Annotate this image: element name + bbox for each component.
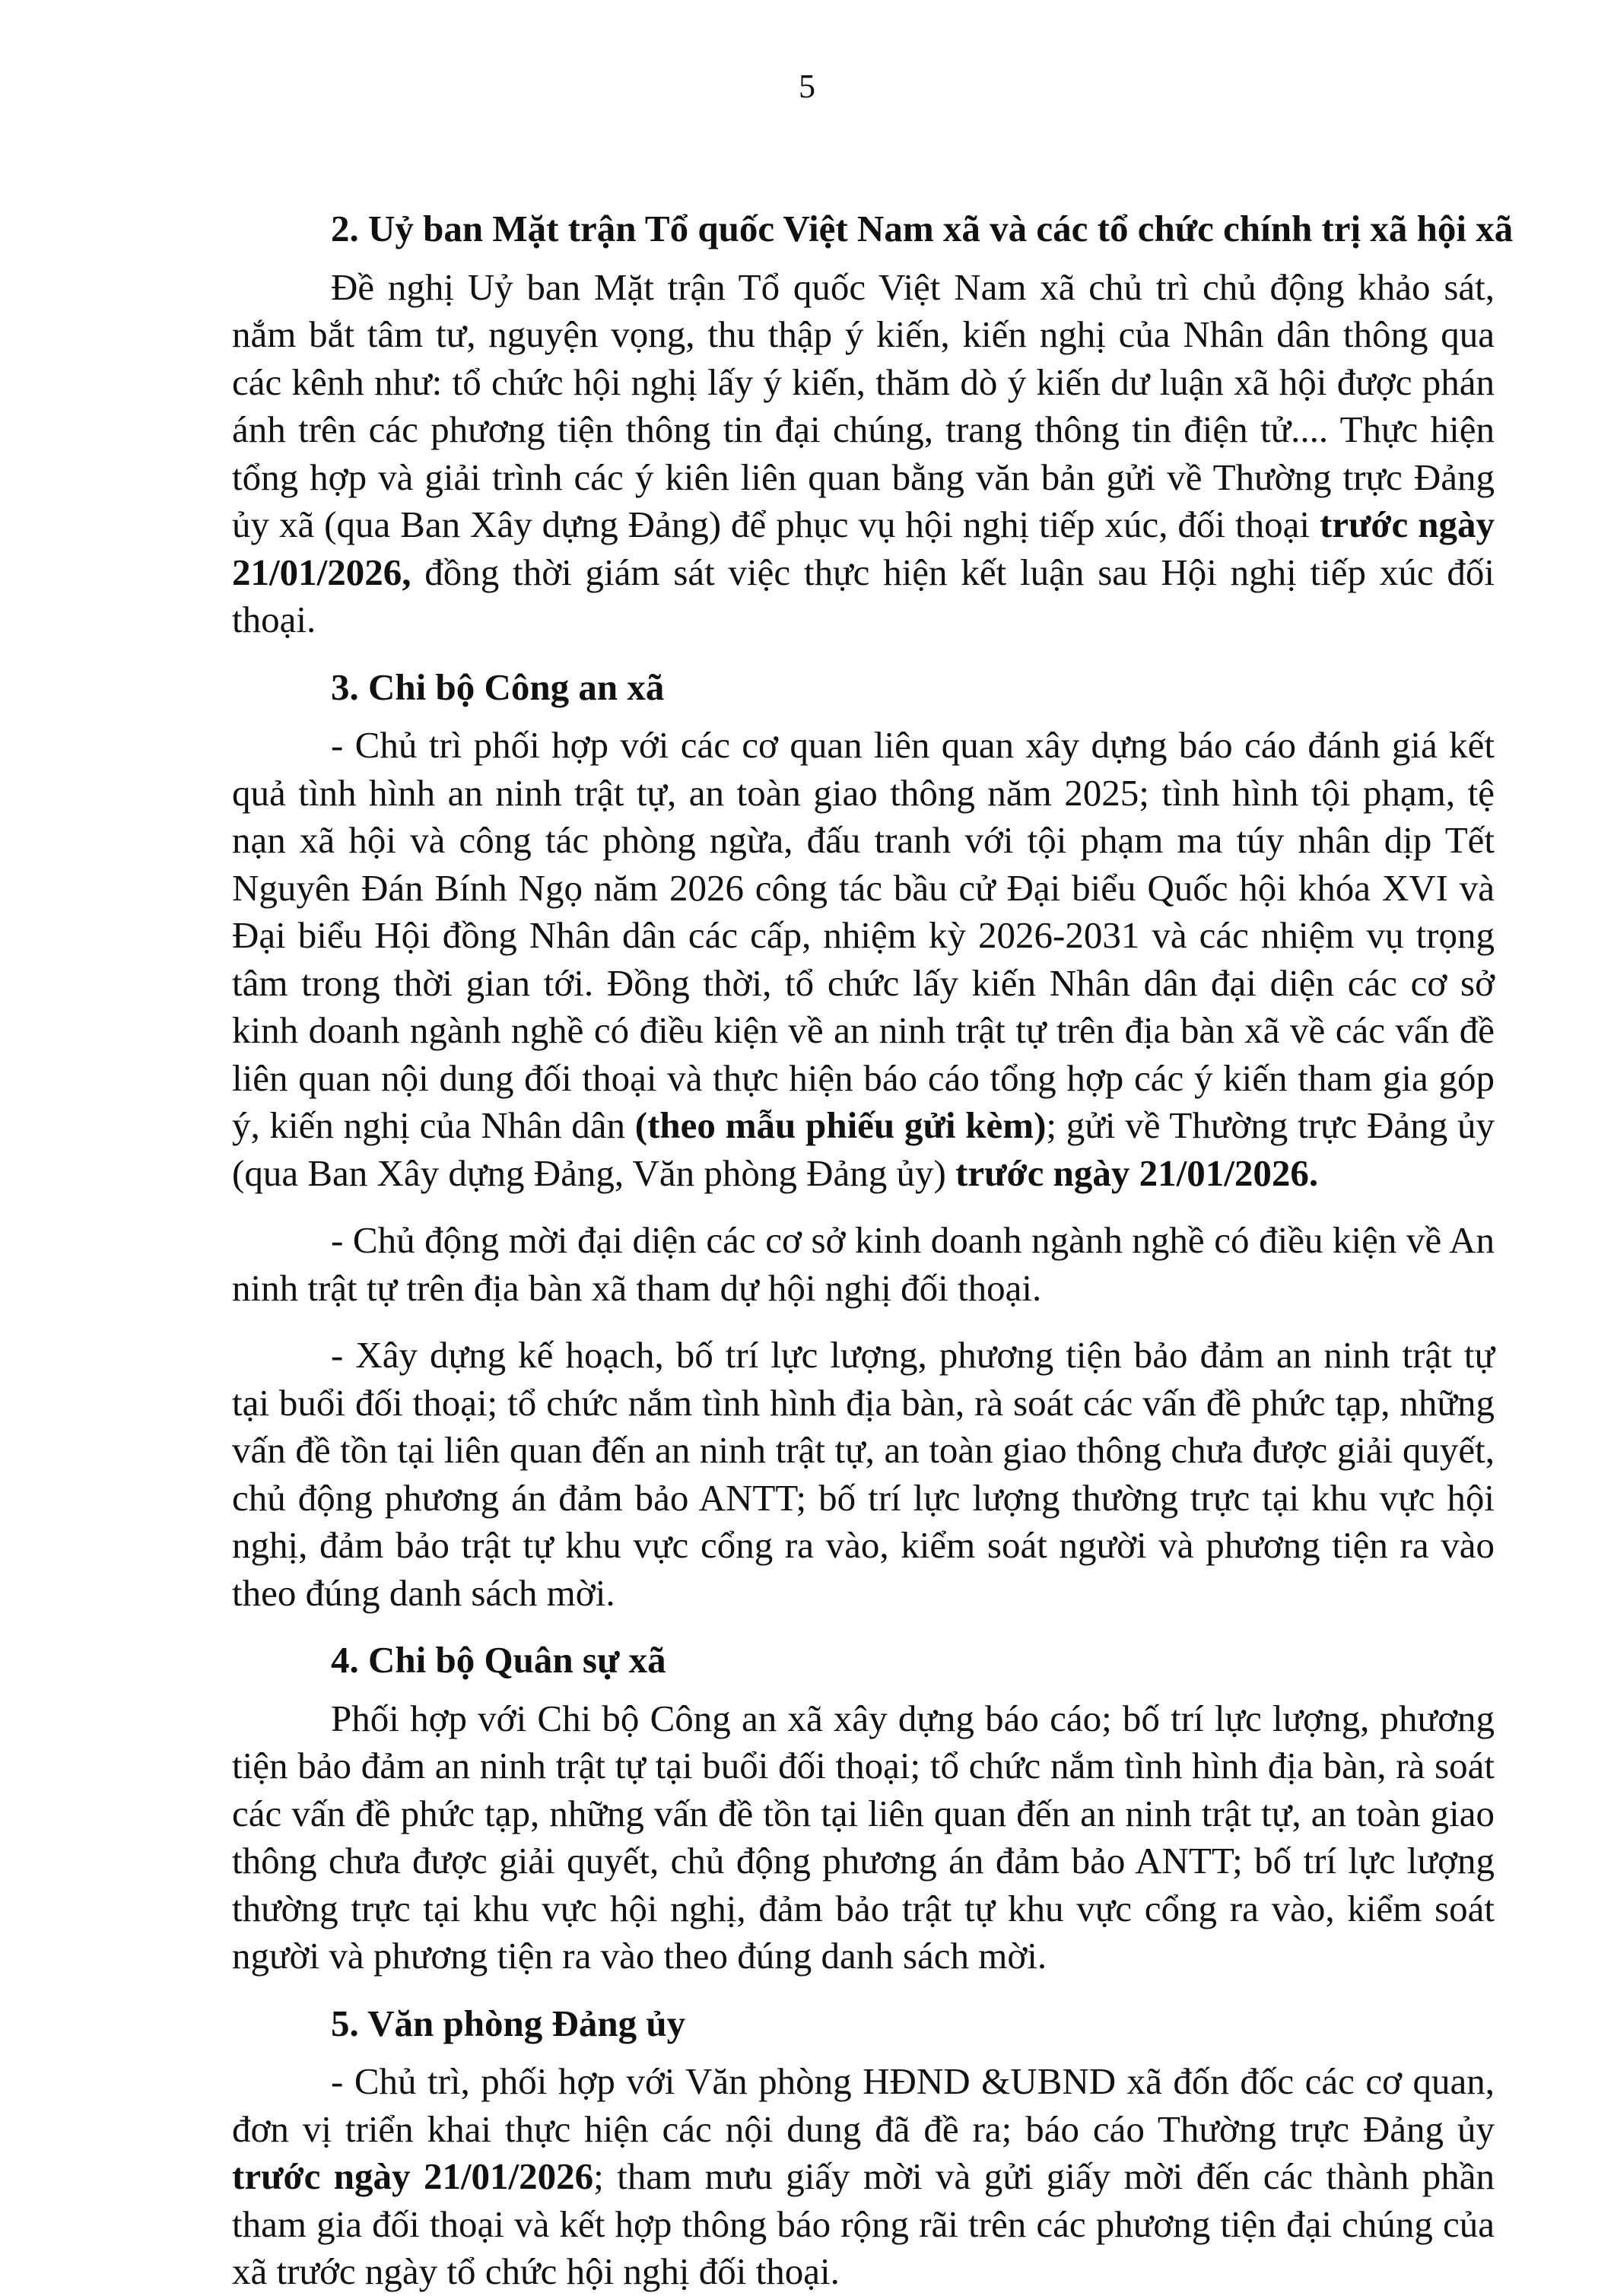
page-number: 5	[799, 68, 815, 105]
section-5-paragraph	[232, 2058, 1495, 2296]
s5-deadline: trước ngày 21/01/2026	[232, 2155, 594, 2197]
s2-p1-text-c: đồng thời giám sát việc thực hiện kết luận sau Hội nghị tiếp xúc đối thoại.	[232, 551, 1495, 640]
s3-p1-text-a: - Chủ trì phối hợp với các cơ quan liên quan xây dựng báo cáo đánh giá kết quả tình hình an ninh trật tự, an toàn giao thông năm 2025; tình hình tội phạm, tệ nạn xã hội và công tác phòng ngừa, đấu tranh với tội phạm ma túy nhân dịp Tết Nguyên Đán Bính Ngọ năm 2026 công tác bầu cử Đại biểu Quốc hội khóa XVI và Đại biểu Hội đồng Nhân dân các cấp, nhiệm kỳ 2026-2031 và các nhiệm vụ trọng tâm trong thời gian tới. Đồng thời, tổ chức lấy kiến Nhân dân đại diện các cơ sở kinh doanh ngành nghề có điều kiện về an ninh trật tự trên địa bàn xã về các vấn đề liên quan nội dung đối thoại và thực hiện báo cáo tổng hợp các ý kiến tham gia góp ý, kiến nghị của Nhân dân	[232, 724, 1495, 1146]
s3-p1-text-c: ; gửi về Thường trực Đảng ủy (qua Ban Xây dựng Đảng, Văn phòng Đảng ủy)	[232, 1104, 1495, 1194]
section-heading-4: 4. Chi bộ Quân sự xã	[331, 1639, 666, 1681]
section-heading-3: 3. Chi bộ Công an xã	[331, 665, 665, 708]
s3-deadline: trước ngày 21/01/2026.	[955, 1151, 1319, 1194]
s5-p1-text-c: ; tham mưu giấy mời và gửi giấy mời đến các thành phần tham gia đối thoại và kết hợp thông báo rộng rãi trên các phương tiện đại chúng của xã trước ngày tổ chức hội nghị đối thoại.	[232, 2155, 1495, 2292]
section-heading-2-text: 2. Uỷ ban Mặt trận Tổ quốc Việt Nam xã và các tổ chức chính trị xã hội xã	[331, 208, 1514, 249]
section-3-paragraph-1	[232, 722, 1495, 1197]
s2-deadline: trước ngày 21/01/2026,	[232, 503, 1495, 593]
section-heading-5: 5. Văn phòng Đảng ủy	[331, 2002, 686, 2044]
section-3-paragraph-2: - Chủ động mời đại diện các cơ sở kinh doanh ngành nghề có điều kiện về An ninh trật tự trên địa bàn xã tham dự hội nghị đối thoại.	[232, 1219, 1495, 1309]
document-body	[232, 205, 1514, 2296]
section-4-paragraph: Phối hợp với Chi bộ Công an xã xây dựng báo cáo; bố trí lực lượng, phương tiện bảo đảm an ninh trật tự tại buổi đối thoại; tổ chức nắm tình hình địa bàn, rà soát các vấn đề phức tạp, những vấn đề tồn tại liên quan đến an ninh trật tự, an toàn giao thông chưa được giải quyết, chủ động phương án đảm bảo ANTT; bố trí lực lượng thường trực tại khu vực hội nghị, đảm bảo trật tự khu vực cổng ra vào, kiểm soát người và phương tiện ra vào theo đúng danh sách mời.	[232, 1697, 1495, 1977]
section-3-paragraph-3: - Xây dựng kế hoạch, bố trí lực lượng, phương tiện bảo đảm an ninh trật tự tại buổi đối thoại; tổ chức nắm tình hình địa bàn, rà soát các vấn đề phức tạp, những vấn đề tồn tại liên quan đến an ninh trật tự, an toàn giao thông chưa được giải quyết, chủ động phương án đảm bảo ANTT; bố trí lực lượng thường trực tại khu vực hội nghị, đảm bảo trật tự khu vực cổng ra vào, kiểm soát người và phương tiện ra vào theo đúng danh sách mời.	[232, 1334, 1495, 1614]
section-heading-2	[232, 205, 1514, 253]
section-2-paragraph	[232, 264, 1495, 644]
s2-p1-text-a: Đề nghị Uỷ ban Mặt trận Tổ quốc Việt Nam xã chủ trì chủ động khảo sát, nắm bắt tâm tư, nguyện vọng, thu thập ý kiến, kiến nghị của Nhân dân thông qua các kênh như: tổ chức hội nghị lấy ý kiến, thăm dò ý kiến dư luận xã hội được phán ánh trên các phương tiện thông tin đại chúng, trang thông tin điện tử.... Thực hiện tổng hợp và giải trình các ý kiên liên quan bằng văn bản gửi về Thường trực Đảng ủy xã (qua Ban Xây dựng Đảng) để phục vụ hội nghị tiếp xúc, đối thoại	[232, 265, 1495, 545]
s3-form-note: (theo mẫu phiếu gửi kèm)	[634, 1104, 1047, 1146]
s5-p1-text-a: - Chủ trì, phối hợp với Văn phòng HĐND &UBND xã đốn đốc các cơ quan, đơn vị triển khai thực hiện các nội dung đã đề ra; báo cáo Thường trực Đảng ủy	[232, 2060, 1495, 2150]
